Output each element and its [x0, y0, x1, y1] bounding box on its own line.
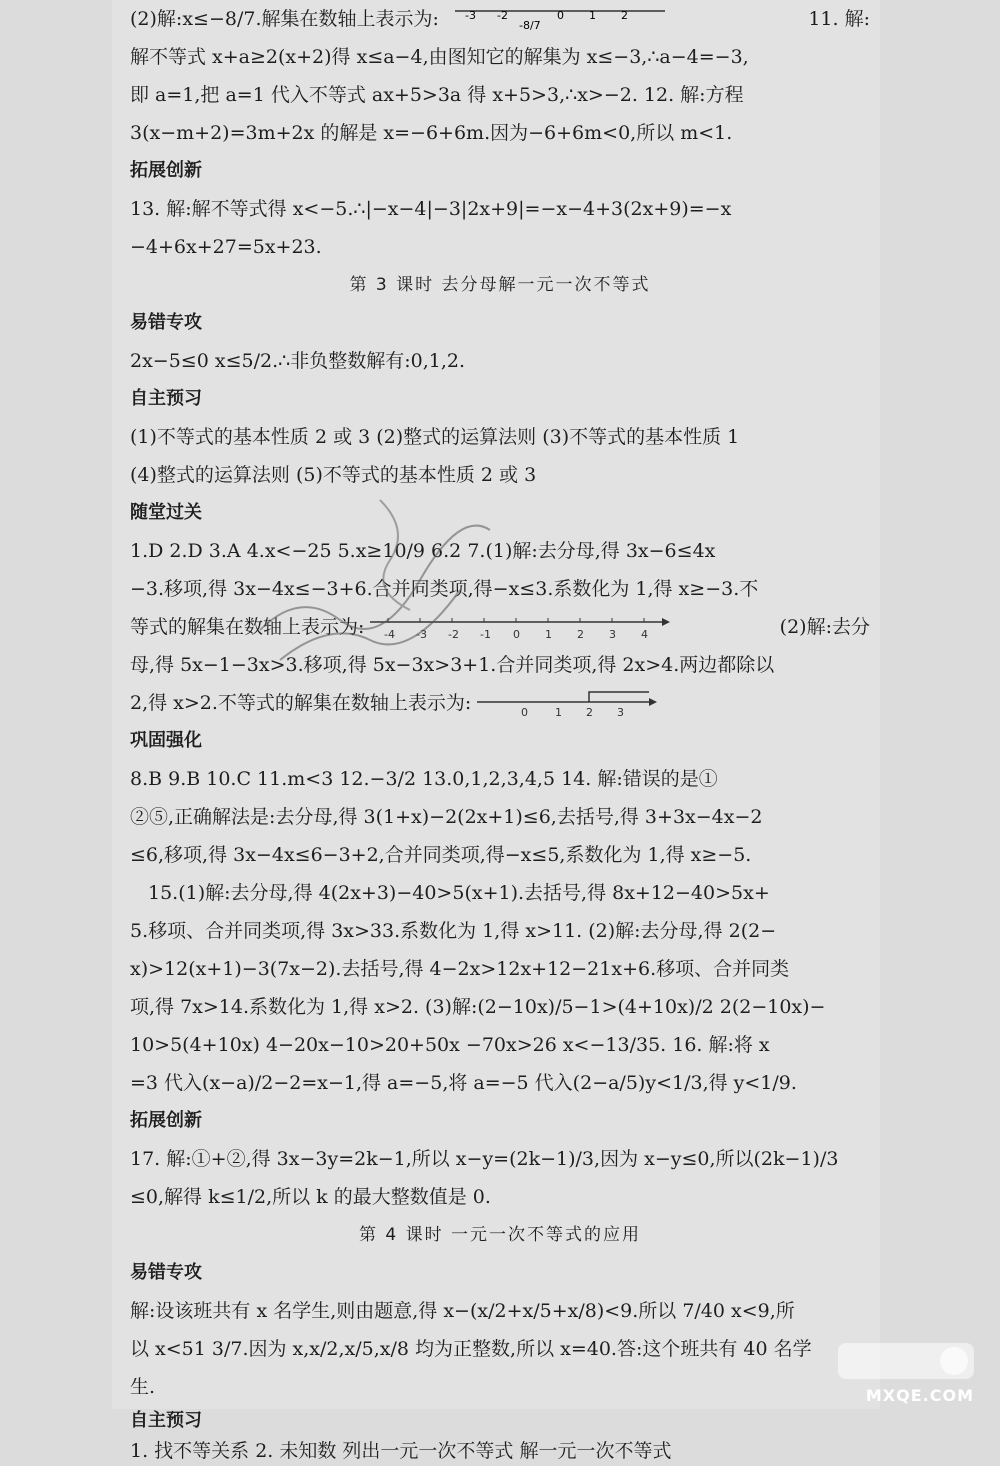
section-heading: 易错专攻	[130, 1254, 870, 1292]
text-line: 13. 解:解不等式得 x<−5.∴|−x−4|−3|2x+9|=−x−4+3(2x+9)=−x	[130, 190, 870, 228]
text-line: ≤0,解得 k≤1/2,所以 k 的最大整数值是 0.	[130, 1178, 870, 1216]
text-line: 即 a=1,把 a=1 代入不等式 ax+5>3a 得 x+5>3,∴x>−2. 12. 解:方程	[130, 76, 870, 114]
handwritten-stamp-mark	[240, 470, 510, 690]
tick-label: -1	[480, 628, 491, 641]
section-heading: 随堂过关	[130, 494, 870, 532]
section-heading: 拓展创新	[130, 152, 870, 190]
text-line: 3(x−m+2)=3m+2x 的解是 x=−6+6m.因为−6+6m<0,所以 m<1.	[130, 114, 870, 152]
lesson-title: 第 3 课时 去分母解一元一次不等式	[130, 266, 870, 304]
text-line: 15.(1)解:去分母,得 4(2x+3)−40>5(x+1).去括号,得 8x+12−40>5x+	[130, 874, 870, 912]
answer-text	[130, 0, 870, 1466]
line-segment: (2)解:x≤−8/7.解集在数轴上表示为:	[130, 8, 439, 30]
text-line: =3 代入(x−a)/2−2=x−1,得 a=−5,将 a=−5 代入(2−a/5)y<1/3,得 y<1/9.	[130, 1064, 870, 1102]
text-line: ②⑤,正确解法是:去分母,得 3(1+x)−2(2x+1)≤6,去括号,得 3+3x−4x−2	[130, 798, 870, 836]
text-line: 10>5(4+10x) 4−20x−10>20+50x −70x>26 x<−13/35. 16. 解:将 x	[130, 1026, 870, 1064]
tick-label: 0	[521, 706, 528, 718]
number-line-2	[477, 690, 657, 718]
tick-label: 1	[555, 706, 562, 718]
text-line: 解:设该班共有 x 名学生,则由题意,得 x−(x/2+x/5+x/8)<9.所以 7/40 x<9,所	[130, 1292, 870, 1330]
text-line	[130, 0, 870, 38]
line-segment: 11. 解:	[808, 0, 870, 38]
tick-label: -4	[384, 628, 395, 641]
section-heading: 自主预习	[130, 380, 870, 418]
tick-label: 3	[617, 706, 624, 718]
text-line: 母,得 5x−1−3x>3.移项,得 5x−3x>3+1.合并同类项,得 2x>4.两边都除以	[130, 646, 870, 684]
text-line: ≤6,移项,得 3x−4x≤6−3+2,合并同类项,得−x≤5,系数化为 1,得 x≥−5.	[130, 836, 870, 874]
tick-label: -8/7	[519, 19, 541, 32]
text-line: 8.B 9.B 10.C 11.m<3 12.−3/2 13.0,1,2,3,4,5 14. 解:错误的是①	[130, 760, 870, 798]
tick-label: 1	[545, 628, 552, 641]
text-line: −3.移项,得 3x−4x≤−3+6.合并同类项,得−x≤3.系数化为 1,得 x≥−3.不	[130, 570, 870, 608]
text-line: (4)整式的运算法则 (5)不等式的基本性质 2 或 3	[130, 456, 870, 494]
tick-label: -2	[448, 628, 459, 641]
tick-label: 2	[586, 706, 593, 718]
section-heading: 巩固强化	[130, 722, 870, 760]
text-line: −4+6x+27=5x+23.	[130, 228, 870, 266]
tick-label: 0	[513, 628, 520, 641]
tick-label: -2	[497, 9, 508, 22]
section-heading: 拓展创新	[130, 1102, 870, 1140]
tick-label: 4	[641, 628, 648, 641]
tick-label: -3	[416, 628, 427, 641]
text-line: 2x−5≤0 x≤5/2.∴非负整数解有:0,1,2.	[130, 342, 870, 380]
text-line: 生.	[130, 1368, 870, 1406]
tick-label: 1	[589, 9, 596, 22]
text-line: (1)不等式的基本性质 2 或 3 (2)整式的运算法则 (3)不等式的基本性质 1	[130, 418, 870, 456]
text-line: 项,得 7x>14.系数化为 1,得 x>2. (3)解:(2−10x)/5−1>(4+10x)/2 2(2−10x)−	[130, 988, 870, 1026]
line-segment: 等式的解集在数轴上表示为:	[130, 616, 364, 638]
text-line: x)>12(x+1)−3(7x−2).去括号,得 4−2x>12x+12−21x+6.移项、合并同类	[130, 950, 870, 988]
tick-label: 3	[609, 628, 616, 641]
text-line: 1.D 2.D 3.A 4.x<−25 5.x≥10/9 6.2 7.(1)解:去分母,得 3x−6≤4x	[130, 532, 870, 570]
section-heading: 自主预习	[130, 1406, 870, 1436]
text-line: 17. 解:①+②,得 3x−3y=2k−1,所以 x−y=(2k−1)/3,因为 x−y≤0,所以(2k−1)/3	[130, 1140, 870, 1178]
watermark-text: MXQE.COM	[866, 1386, 974, 1405]
section-heading: 易错专攻	[130, 304, 870, 342]
text-line: 5.移项、合并同类项,得 3x>33.系数化为 1,得 x>11. (2)解:去分母,得 2(2−	[130, 912, 870, 950]
tick-label: 2	[577, 628, 584, 641]
line-segment: (2)解:去分	[780, 608, 870, 646]
text-line: 1. 找不等关系 2. 未知数 列出一元一次不等式 解一元一次不等式	[130, 1436, 870, 1466]
number-line-top	[445, 5, 675, 35]
line-segment: 2,得 x>2.不等式的解集在数轴上表示为:	[130, 692, 471, 714]
tick-label: -3	[465, 9, 476, 22]
text-line: 以 x<51 3/7.因为 x,x/2,x/5,x/8 均为正整数,所以 x=40.答:这个班共有 40 名学	[130, 1330, 870, 1368]
tick-label: 0	[557, 9, 564, 22]
lesson-title: 第 4 课时 一元一次不等式的应用	[130, 1216, 870, 1254]
text-line: 解不等式 x+a≥2(x+2)得 x≤a−4,由图知它的解集为 x≤−3,∴a−4=−3,	[130, 38, 870, 76]
tick-label: 2	[621, 9, 628, 22]
